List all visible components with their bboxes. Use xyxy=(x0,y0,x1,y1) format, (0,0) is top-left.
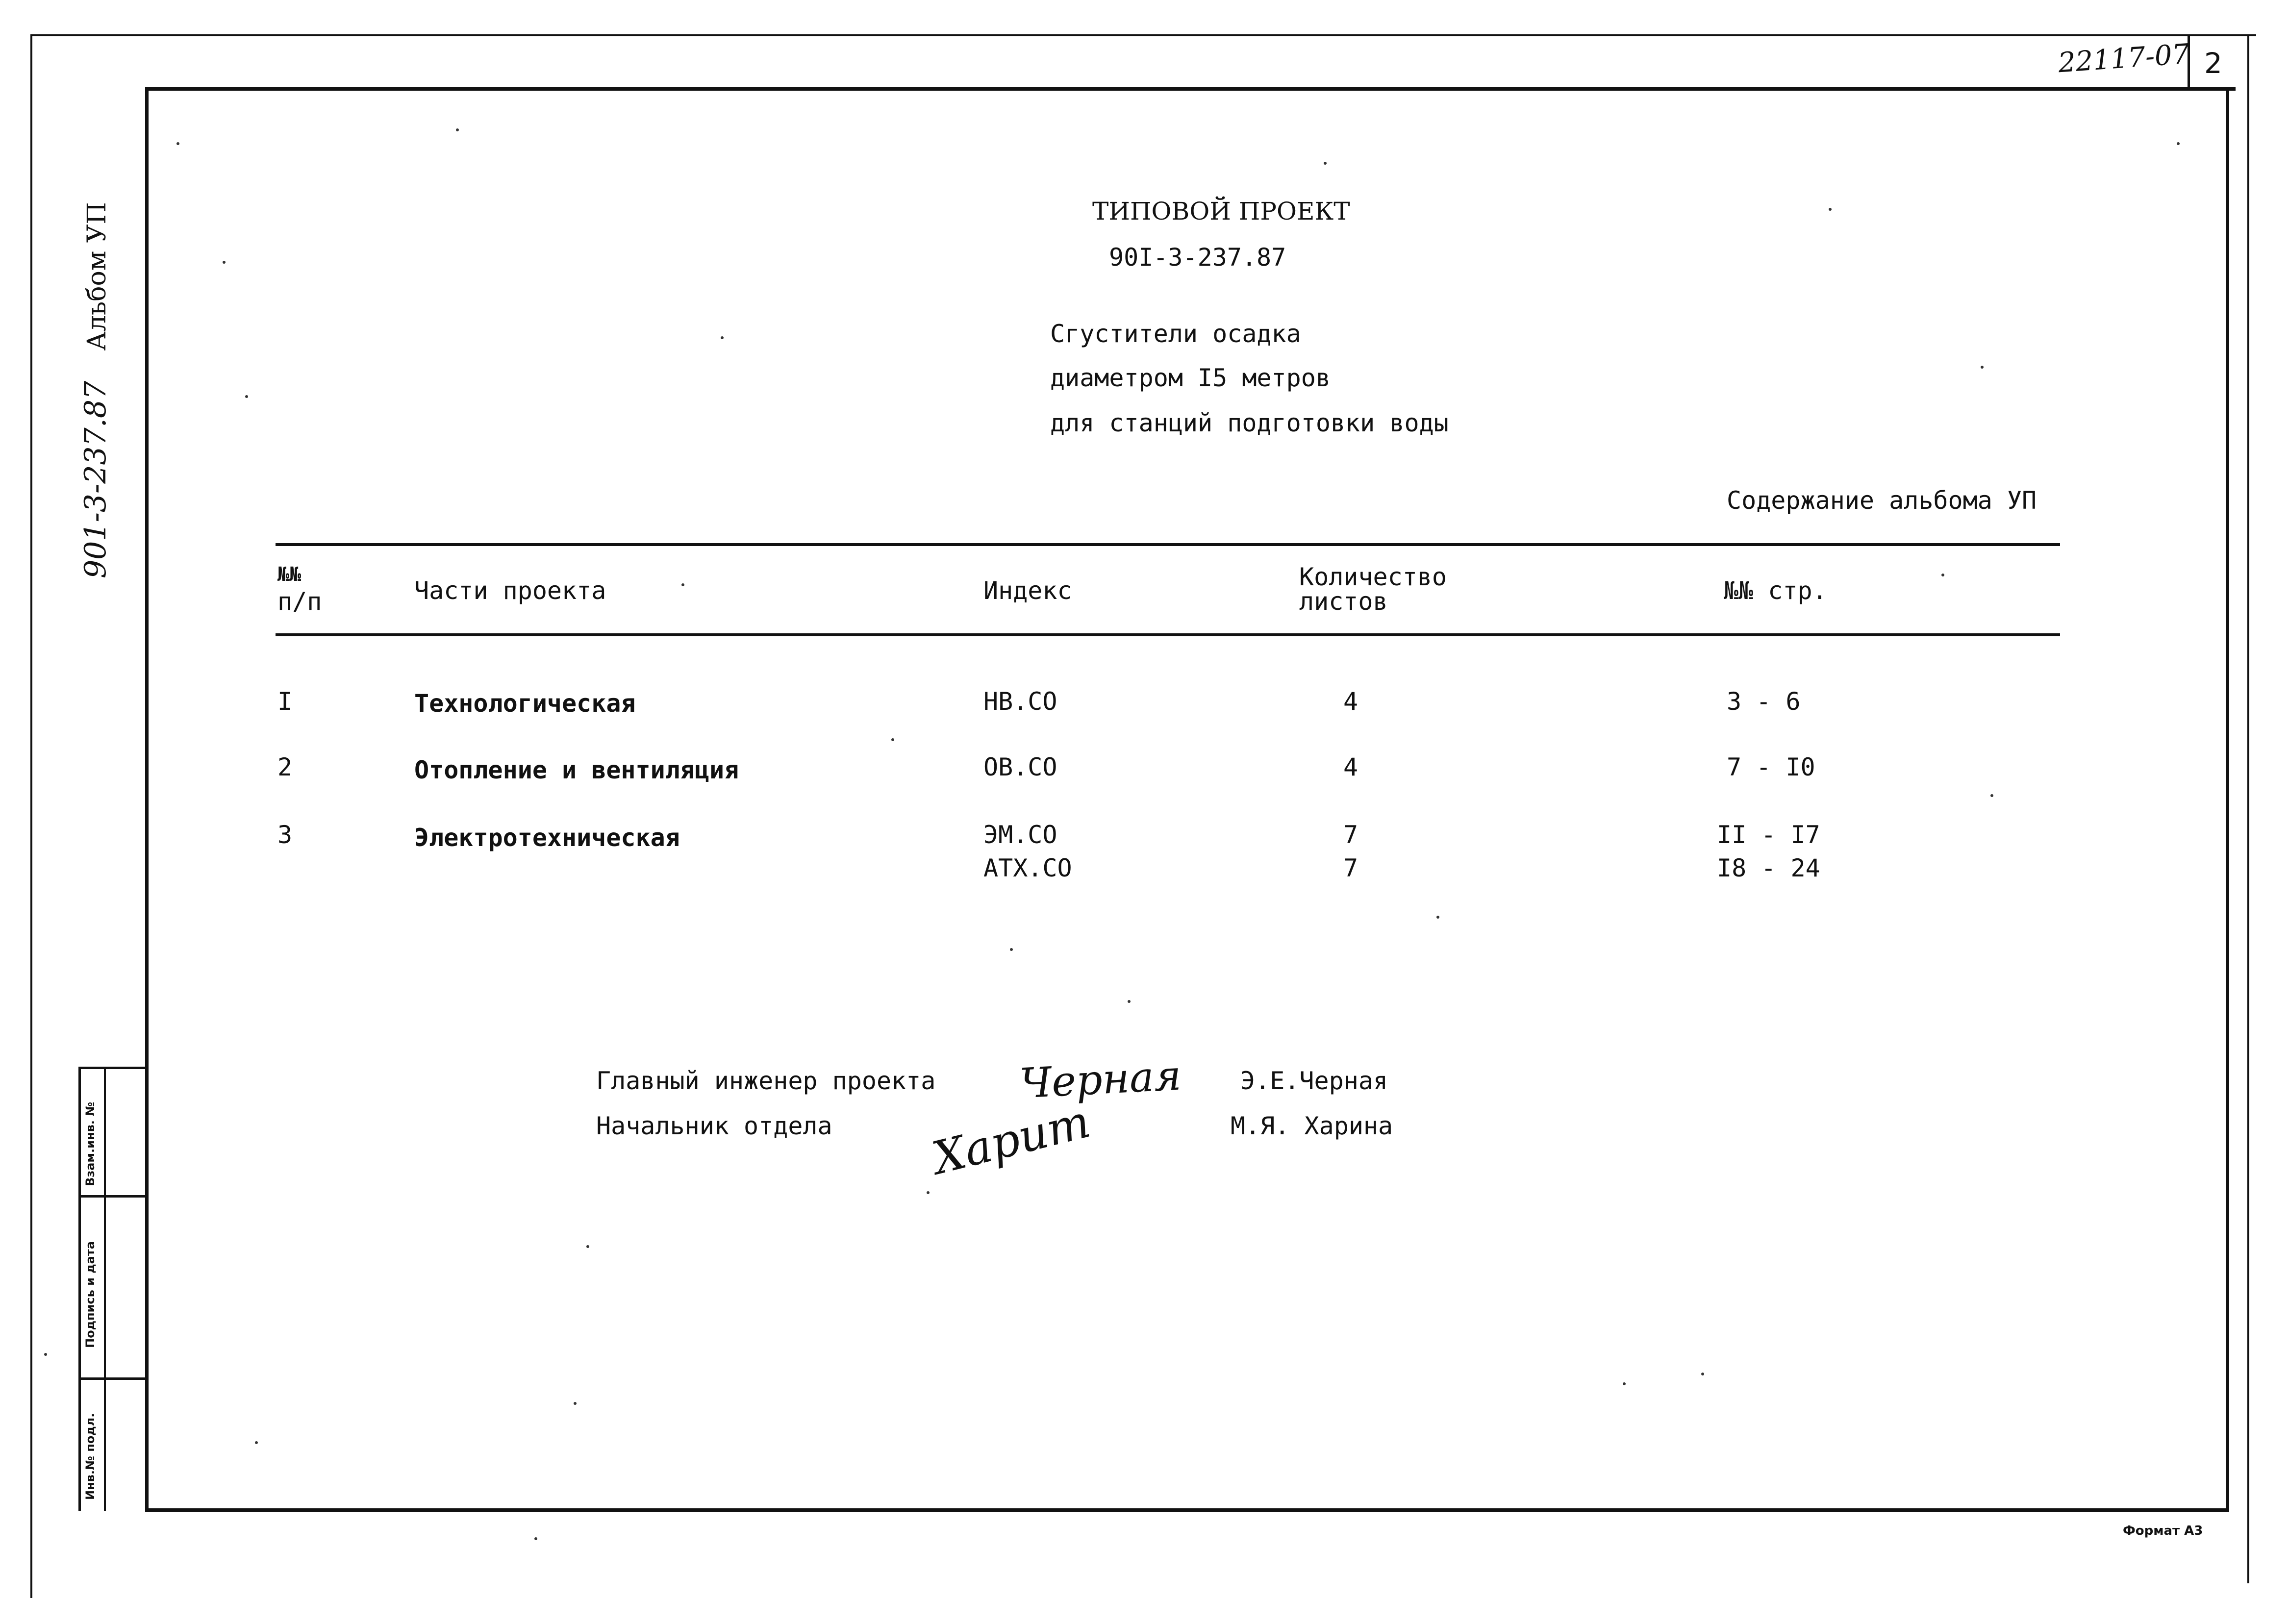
inner-top-border xyxy=(146,87,2236,91)
header-part: Части проекта xyxy=(414,576,606,605)
stamp-top xyxy=(78,1067,147,1069)
inner-bottom-border xyxy=(145,1508,2229,1512)
inner-left-border xyxy=(145,87,149,1511)
stamp-sign-label: Подпись и дата xyxy=(83,1241,97,1348)
stamp-replace-label: Взам.инв. № xyxy=(83,1101,97,1186)
corner-doc-number: 22117-07 xyxy=(2057,38,2191,79)
header-index: Индекс xyxy=(983,576,1072,605)
chief-engineer-signature: Черная xyxy=(1018,1051,1182,1108)
row-2-pages: 7 - I0 xyxy=(1727,753,1815,781)
side-label xyxy=(78,202,113,578)
speck xyxy=(456,128,459,131)
outer-top-border xyxy=(30,34,2256,36)
side-album-label: Альбом УП xyxy=(82,202,112,351)
header-num-1: №№ xyxy=(277,563,302,586)
speck xyxy=(44,1353,47,1356)
speck xyxy=(2177,142,2180,145)
speck xyxy=(223,261,226,264)
speck xyxy=(1981,366,1984,369)
speck xyxy=(586,1245,589,1248)
speck xyxy=(1128,1000,1131,1003)
speck xyxy=(255,1441,258,1444)
speck xyxy=(891,738,894,741)
contents-heading: Содержание альбома УП xyxy=(1727,486,2037,515)
chief-engineer-name: Э.Е.Черная xyxy=(1240,1067,1388,1095)
stamp-inv-label: Инв.№ подл. xyxy=(83,1413,97,1500)
row-3-num: 3 xyxy=(277,821,293,849)
row-2-part: Отопление и вентиляция xyxy=(414,756,739,784)
header-sheets-1: Количество xyxy=(1299,563,1447,591)
department-head-name: М.Я. Харина xyxy=(1231,1112,1393,1140)
subtitle-line-3: для станций подготовки воды xyxy=(1050,409,1449,437)
row-2-num: 2 xyxy=(277,753,293,781)
speck xyxy=(574,1402,577,1405)
row-3-index: ЭМ.СО xyxy=(983,821,1057,849)
side-project-number: 901-3-237.87 xyxy=(78,380,113,578)
speck xyxy=(534,1537,537,1540)
row-2-sheets: 4 xyxy=(1343,753,1358,781)
speck xyxy=(927,1191,930,1194)
header-sheets-2: листов xyxy=(1299,587,1388,616)
speck xyxy=(1324,162,1327,165)
row-3-pages: II - I7 xyxy=(1717,821,1820,849)
header-num-2: п/п xyxy=(277,587,322,616)
row-1-index: НВ.СО xyxy=(983,687,1057,716)
row-1-num: I xyxy=(277,687,293,716)
department-head-title: Начальник отдела xyxy=(596,1112,832,1140)
row-4-sheets: 7 xyxy=(1343,854,1358,882)
speck xyxy=(1436,916,1439,919)
speck xyxy=(176,142,179,145)
subtitle-line-2: диаметром I5 метров xyxy=(1050,364,1331,392)
stamp-div-1 xyxy=(78,1195,147,1198)
title-line-2: 90I-3-237.87 xyxy=(1109,243,1286,272)
speck xyxy=(1990,794,1993,797)
department-head-signature: Харит xyxy=(927,1095,1095,1185)
stamp-mid-edge xyxy=(104,1067,106,1511)
table-header-rule xyxy=(276,633,2060,636)
speck xyxy=(1941,574,1944,576)
row-4-index: АТХ.СО xyxy=(983,854,1072,882)
title-line-1: ТИПОВОЙ ПРОЕКТ xyxy=(1092,197,1350,225)
table-top-rule xyxy=(276,543,2060,546)
stamp-left-edge xyxy=(78,1067,81,1511)
far-right-border xyxy=(2247,34,2249,1583)
speck xyxy=(1701,1373,1704,1375)
stamp-div-2 xyxy=(78,1377,147,1380)
inner-right-border xyxy=(2226,87,2229,1511)
speck xyxy=(681,583,684,586)
row-1-sheets: 4 xyxy=(1343,687,1358,716)
corner-sheet-number: 2 xyxy=(2204,47,2222,80)
row-1-part: Технологическая xyxy=(414,689,636,718)
row-3-sheets: 7 xyxy=(1343,821,1358,849)
speck xyxy=(1829,208,1832,211)
subtitle-line-1: Сгустители осадка xyxy=(1050,320,1301,348)
speck xyxy=(1623,1382,1626,1385)
speck xyxy=(721,336,724,339)
header-pages: №№ стр. xyxy=(1724,576,1827,605)
speck xyxy=(245,395,248,398)
row-3-part: Электротехническая xyxy=(414,824,680,852)
row-1-pages: 3 - 6 xyxy=(1727,687,1801,716)
row-4-pages: I8 - 24 xyxy=(1717,854,1820,882)
speck xyxy=(1010,948,1013,951)
row-2-index: ОВ.СО xyxy=(983,753,1057,781)
outer-left-border xyxy=(30,34,32,1598)
chief-engineer-title: Главный инженер проекта xyxy=(596,1067,936,1095)
format-label: Формат А3 xyxy=(2123,1524,2203,1538)
